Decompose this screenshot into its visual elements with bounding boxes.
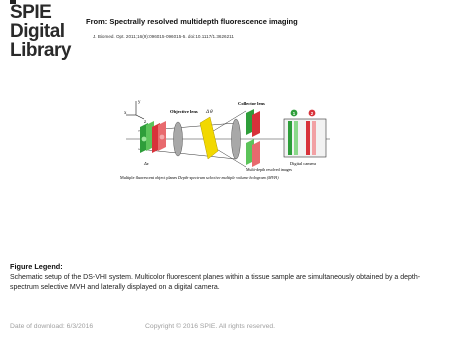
resolved-images-label: Multi-depth resolved images: [246, 167, 292, 172]
digital-camera: [284, 110, 326, 157]
mvh-hologram: [200, 117, 218, 159]
figure-legend-heading: Figure Legend:: [10, 262, 63, 271]
axis-y-label: y: [138, 100, 141, 105]
marker-2-label: 2: [310, 111, 314, 116]
figure-legend-text: Schematic setup of the DS-VHI system. Multicolor fluorescent planes within a tissue sample are simultaneously obtained by a depth-spectrum selective MVH and laterally displayed on a digital camera.: [10, 274, 421, 291]
delta-theta-label: Δ θ: [206, 110, 213, 115]
spie-digital-library-logo[interactable]: [10, 3, 70, 60]
delta-z-label: Δz: [144, 161, 149, 166]
coordinate-axes: [126, 101, 144, 119]
article-citation[interactable]: J. Biomed. Opt. 2011;16(9):096015-096015-5. doi:10.1117/1.3626211: [93, 34, 234, 39]
axis-z-label: z: [144, 120, 147, 125]
optical-setup-diagram: [118, 93, 332, 197]
collector-lens-label: Collector lens: [238, 101, 265, 106]
mvh-label: Depth-spectrum selective multiple volume hologram (MVH): [178, 175, 279, 180]
logo-line-3: Library: [10, 40, 71, 61]
objective-lens-label: Objective lens: [170, 109, 198, 114]
digital-camera-label: Digital camera: [290, 161, 316, 166]
object-planes: [140, 121, 166, 153]
logo-line-2: Digital: [10, 21, 65, 42]
download-date: Date of download: 6/3/2016: [10, 323, 94, 330]
article-title: From: Spectrally resolved multidepth fluorescence imaging: [86, 17, 298, 26]
collector-lens: [232, 119, 241, 159]
axis-x-label: x: [124, 111, 127, 116]
resolved-images: [246, 109, 260, 167]
objective-lens: [174, 122, 183, 156]
copyright-notice: Copyright © 2016 SPIE. All rights reserved.: [145, 323, 276, 330]
logo-line-1: SPIE: [10, 2, 52, 23]
marker-1-label: 1: [292, 111, 296, 116]
object-planes-label: Multiple fluorescent object planes: [120, 175, 178, 180]
